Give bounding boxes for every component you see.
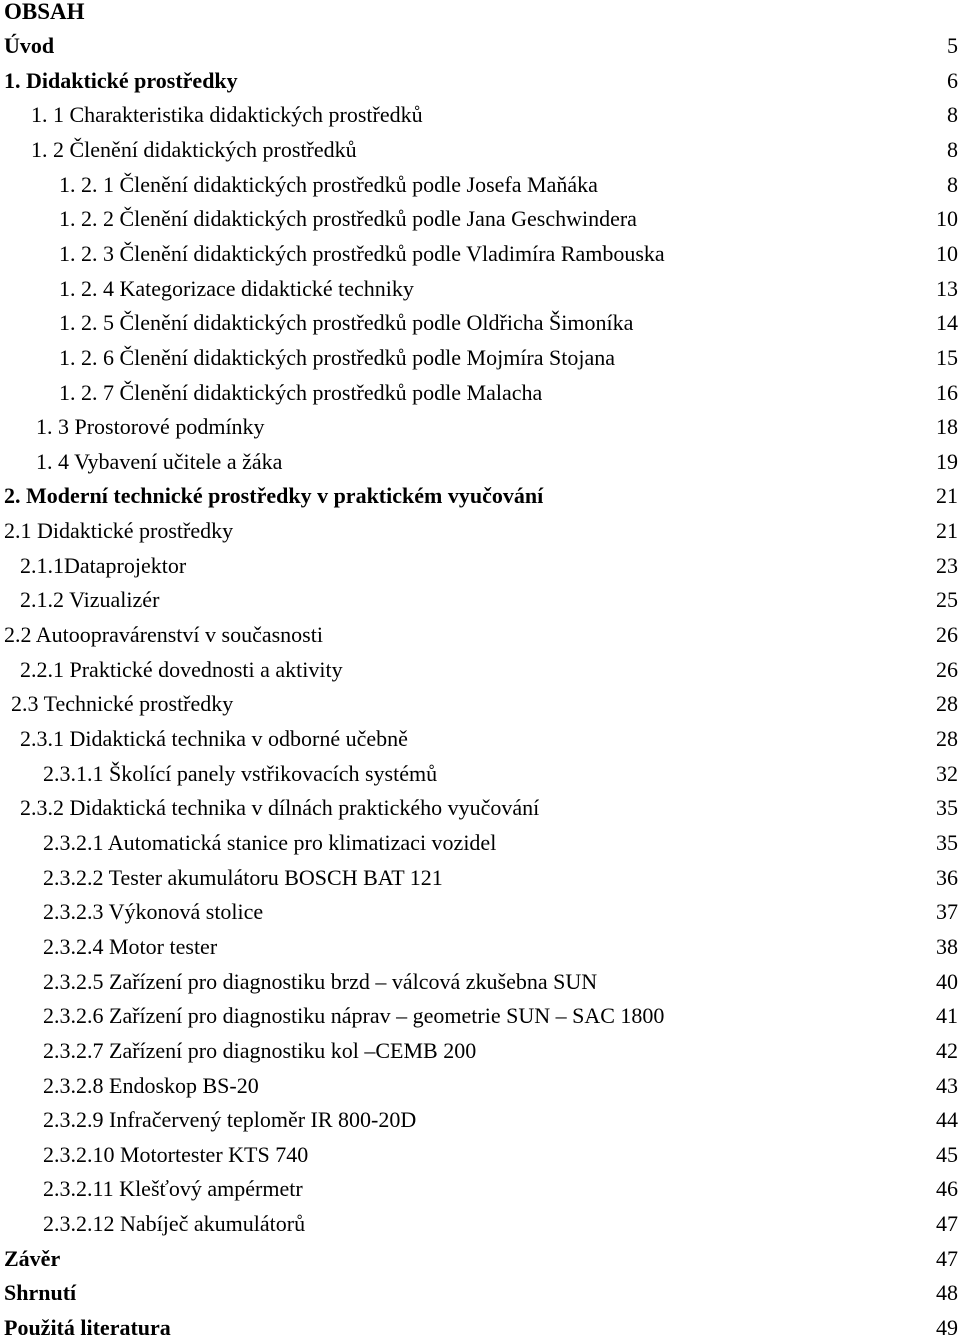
toc-entry-label: 1. 2. 4 Kategorizace didaktické techniky xyxy=(59,275,414,301)
toc-entry-label: 2.3 Technické prostředky xyxy=(11,691,234,717)
toc-entry[interactable] xyxy=(0,31,960,61)
toc-entry-page-number: 18 xyxy=(936,414,958,440)
toc-entry[interactable] xyxy=(0,1174,960,1204)
toc-entry[interactable] xyxy=(0,1105,960,1135)
toc-entry[interactable] xyxy=(0,1140,960,1170)
toc-entry-page-number: 21 xyxy=(936,483,958,509)
toc-entry-label: 2.3.2.10 Motortester KTS 740 xyxy=(43,1141,309,1167)
toc-entry-label: 2.3.2.8 Endoskop BS-20 xyxy=(43,1072,259,1098)
toc-entry-label: 1. 3 Prostorové podmínky xyxy=(36,414,265,440)
toc-entry[interactable] xyxy=(0,1036,960,1066)
toc-entry[interactable] xyxy=(0,1244,960,1274)
toc-entry-label: 2.3.2.5 Zařízení pro diagnostiku brzd – válcová zkušebna SUN xyxy=(43,968,598,994)
toc-entry[interactable] xyxy=(0,100,960,130)
toc-entry-page-number: 8 xyxy=(947,171,958,197)
toc-entry-page-number: 48 xyxy=(936,1280,958,1306)
toc-entry-label: 2.1.1Dataprojektor xyxy=(20,552,187,578)
toc-entry[interactable] xyxy=(0,967,960,997)
toc-entry[interactable] xyxy=(0,516,960,546)
toc-entry[interactable] xyxy=(0,135,960,165)
toc-entry-label: Závěr xyxy=(4,1245,61,1271)
toc-entry-page-number: 40 xyxy=(936,968,958,994)
toc-entry-label: 1. 2. 6 Členění didaktických prostředků podle Mojmíra Stojana xyxy=(59,344,616,370)
toc-entry-label: 1. Didaktické prostředky xyxy=(4,67,238,93)
toc-entry-page-number: 23 xyxy=(936,552,958,578)
toc-entry[interactable] xyxy=(0,551,960,581)
toc-entry[interactable] xyxy=(0,689,960,719)
toc-entry-page-number: 13 xyxy=(936,275,958,301)
toc-entry[interactable] xyxy=(0,655,960,685)
toc-entry-page-number: 8 xyxy=(947,102,958,128)
toc-entry-page-number: 19 xyxy=(936,448,958,474)
toc-entry-page-number: 10 xyxy=(936,206,958,232)
toc-entry[interactable] xyxy=(0,447,960,477)
toc-entry-label: 1. 2. 5 Členění didaktických prostředků podle Oldřicha Šimoníka xyxy=(59,310,634,336)
toc-entry[interactable] xyxy=(0,481,960,511)
toc-entry[interactable] xyxy=(0,1001,960,1031)
toc-entry-page-number: 10 xyxy=(936,240,958,266)
toc-entry[interactable] xyxy=(0,828,960,858)
toc-entry[interactable] xyxy=(0,412,960,442)
toc-entry[interactable] xyxy=(0,793,960,823)
toc-entry-page-number: 26 xyxy=(936,622,958,648)
toc-entry-label: 2.1.2 Vizualizér xyxy=(20,587,160,613)
toc-entry-label: 2.3.2 Didaktická technika v dílnách praktického vyučování xyxy=(20,795,540,821)
toc-entry[interactable] xyxy=(0,1278,960,1308)
toc-entry-page-number: 35 xyxy=(936,829,958,855)
toc-entry-label: 2.3.2.12 Nabíječ akumulátorů xyxy=(43,1211,306,1237)
toc-entry[interactable] xyxy=(0,239,960,269)
toc-entry[interactable] xyxy=(0,204,960,234)
toc-entry[interactable] xyxy=(0,724,960,754)
toc-entry-page-number: 45 xyxy=(936,1141,958,1167)
toc-entry-label: 1. 2. 7 Členění didaktických prostředků podle Malacha xyxy=(59,379,543,405)
toc-entry-label: 2.2 Autoopravárenství v současnosti xyxy=(4,622,323,648)
toc-entry-label: 2.3.2.4 Motor tester xyxy=(43,933,218,959)
toc-entry-page-number: 15 xyxy=(936,344,958,370)
page-title: OBSAH xyxy=(4,0,85,24)
toc-entry[interactable] xyxy=(0,1071,960,1101)
toc-entry-label: 1. 1 Charakteristika didaktických prostředků xyxy=(31,102,423,128)
toc-entry-page-number: 32 xyxy=(936,760,958,786)
toc-entry-page-number: 25 xyxy=(936,587,958,613)
toc-entry-page-number: 8 xyxy=(947,136,958,162)
toc-entry[interactable] xyxy=(0,66,960,96)
toc-entry-page-number: 14 xyxy=(936,310,958,336)
toc-entry-page-number: 28 xyxy=(936,691,958,717)
toc-entry[interactable] xyxy=(0,343,960,373)
toc-entry-page-number: 36 xyxy=(936,864,958,890)
toc-entry-label: 2.3.1.1 Školící panely vstřikovacích systémů xyxy=(43,760,438,786)
toc-entry-label: Shrnutí xyxy=(4,1280,77,1306)
toc-entry-label: 1. 2. 1 Členění didaktických prostředků podle Josefa Maňáka xyxy=(59,171,598,197)
toc-entry-label: Úvod xyxy=(4,33,55,58)
toc-entry-label: 2.3.2.1 Automatická stanice pro klimatizaci vozidel xyxy=(43,829,497,855)
toc-entry[interactable] xyxy=(0,1313,960,1343)
toc-entry-page-number: 38 xyxy=(936,933,958,959)
toc-entry-page-number: 37 xyxy=(936,899,958,925)
toc-entry-label: 2.2.1 Praktické dovednosti a aktivity xyxy=(20,656,343,682)
toc-entry-page-number: 44 xyxy=(936,1107,958,1133)
toc-entry[interactable] xyxy=(0,863,960,893)
toc-entry[interactable] xyxy=(0,932,960,962)
toc-entry-label: Použitá literatura xyxy=(4,1315,171,1341)
toc-entry-label: 2.3.2.6 Zařízení pro diagnostiku náprav – geometrie SUN – SAC 1800 xyxy=(43,1003,665,1029)
toc-entry-label: 1. 2 Členění didaktických prostředků xyxy=(31,136,357,162)
toc-entry-page-number: 28 xyxy=(936,726,958,751)
toc-entry-page-number: 43 xyxy=(936,1072,958,1098)
toc-entry-page-number: 46 xyxy=(936,1176,958,1202)
toc-entry-page-number: 49 xyxy=(936,1315,958,1341)
toc-entry-label: 2. Moderní technické prostředky v praktickém vyučování xyxy=(4,483,544,509)
toc-entry-label: 2.3.1 Didaktická technika v odborné učebně xyxy=(20,726,408,751)
toc-entry-label: 2.3.2.9 Infračervený teploměr IR 800-20D xyxy=(43,1107,417,1133)
toc-entry[interactable] xyxy=(0,308,960,338)
toc-entry-page-number: 47 xyxy=(936,1211,958,1237)
toc-entry-page-number: 35 xyxy=(936,795,958,821)
toc-entry-label: 2.3.2.7 Zařízení pro diagnostiku kol –CEMB 200 xyxy=(43,1037,477,1063)
toc-entry[interactable] xyxy=(0,620,960,650)
toc-entry[interactable] xyxy=(0,585,960,615)
toc-entry-label: 2.1 Didaktické prostředky xyxy=(4,518,234,544)
toc-entry[interactable] xyxy=(0,378,960,408)
toc-entry-page-number: 47 xyxy=(936,1245,958,1271)
toc-entry-label: 2.3.2.2 Tester akumulátoru BOSCH BAT 121 xyxy=(43,864,443,890)
toc-entry-page-number: 16 xyxy=(936,379,958,405)
toc-entry-label: 2.3.2.11 Klešťový ampérmetr xyxy=(43,1176,303,1202)
toc-entry-label: 1. 2. 3 Členění didaktických prostředků podle Vladimíra Rambouska xyxy=(59,240,665,266)
toc-entry-page-number: 41 xyxy=(936,1003,958,1029)
toc-entry-label: 1. 2. 2 Členění didaktických prostředků podle Jana Geschwindera xyxy=(59,206,637,232)
toc-entry[interactable] xyxy=(0,170,960,200)
toc-entry[interactable] xyxy=(0,759,960,789)
toc-entry-page-number: 5 xyxy=(947,33,958,58)
toc-entry-page-number: 26 xyxy=(936,656,958,682)
toc-entry[interactable] xyxy=(0,1209,960,1239)
toc-entry-page-number: 42 xyxy=(936,1037,958,1063)
toc-entry-page-number: 6 xyxy=(947,67,958,93)
toc-entry-label: 1. 4 Vybavení učitele a žáka xyxy=(36,448,283,474)
toc-entry-page-number: 21 xyxy=(936,518,958,544)
toc-entry[interactable] xyxy=(0,274,960,304)
toc-entry-label: 2.3.2.3 Výkonová stolice xyxy=(43,899,264,925)
toc-entry[interactable] xyxy=(0,897,960,927)
